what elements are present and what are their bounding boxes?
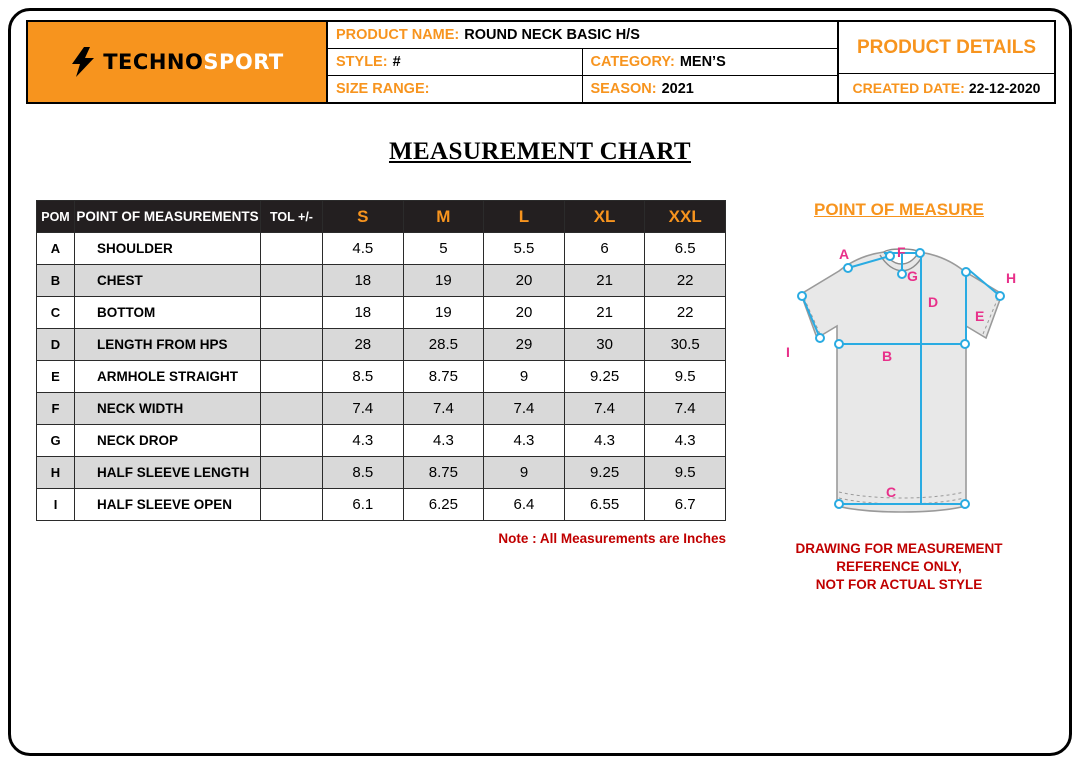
- col-header-size-l: L: [484, 201, 565, 233]
- header-row-product: [328, 22, 837, 49]
- page-title: MEASUREMENT CHART: [388, 138, 691, 165]
- row-value-l: 9: [484, 457, 565, 489]
- measurement-note: Note : All Measurements are Inches: [498, 531, 726, 546]
- row-value-xxl: 22: [645, 265, 726, 297]
- marker-f: F: [897, 244, 906, 260]
- row-code: I: [37, 489, 75, 521]
- row-value-xxl: 9.5: [645, 361, 726, 393]
- created-date-value: 22-12-2020: [968, 80, 1041, 96]
- row-code: C: [37, 297, 75, 329]
- row-value-xl: 6.55: [564, 489, 645, 521]
- row-value-s: 18: [323, 265, 404, 297]
- size-range-field: [328, 76, 583, 102]
- size-range-label: SIZE RANGE:: [336, 81, 430, 97]
- category-field: [583, 49, 838, 75]
- table-row: [37, 361, 726, 393]
- row-code: G: [37, 425, 75, 457]
- marker-h: H: [1006, 270, 1017, 286]
- row-tolerance: [261, 489, 323, 521]
- row-value-s: 4.5: [323, 233, 404, 265]
- row-value-xl: 4.3: [564, 425, 645, 457]
- header-info-cell: [328, 22, 839, 102]
- row-tolerance: [261, 233, 323, 265]
- row-code: F: [37, 393, 75, 425]
- row-value-xxl: 9.5: [645, 457, 726, 489]
- row-tolerance: [261, 297, 323, 329]
- row-tolerance: [261, 361, 323, 393]
- marker-i: I: [786, 344, 790, 360]
- row-name: HALF SLEEVE OPEN: [75, 489, 261, 521]
- body-area: [26, 200, 1054, 595]
- row-value-s: 7.4: [323, 393, 404, 425]
- row-value-xl: 6: [564, 233, 645, 265]
- style-value: #: [392, 54, 401, 70]
- marker-g: G: [907, 268, 918, 284]
- product-details-title: PRODUCT DETAILS: [856, 36, 1037, 58]
- table-row: [37, 233, 726, 265]
- row-value-xl: 7.4: [564, 393, 645, 425]
- marker-c: C: [886, 484, 897, 500]
- marker-d: D: [928, 294, 939, 310]
- row-value-m: 7.4: [403, 393, 484, 425]
- style-field: [328, 49, 583, 75]
- row-value-l: 20: [484, 265, 565, 297]
- marker-e: E: [975, 308, 985, 324]
- col-header-size-xl: XL: [564, 201, 645, 233]
- product-name-label: PRODUCT NAME:: [336, 27, 460, 43]
- row-code: E: [37, 361, 75, 393]
- brand-logo: [70, 47, 284, 77]
- table-row: [37, 457, 726, 489]
- header-row-style-category: [328, 49, 837, 76]
- row-value-m: 6.25: [403, 489, 484, 521]
- row-tolerance: [261, 425, 323, 457]
- drawing-disclaimer-line3: NOT FOR ACTUAL STYLE: [815, 577, 983, 593]
- row-name: ARMHOLE STRAIGHT: [75, 361, 261, 393]
- row-value-l: 9: [484, 361, 565, 393]
- product-name-value: ROUND NECK BASIC H/S: [464, 27, 640, 43]
- brand-logo-cell: [28, 22, 328, 102]
- marker-b: B: [882, 348, 893, 364]
- row-tolerance: [261, 265, 323, 297]
- measurement-table-body: [37, 233, 726, 521]
- row-value-m: 8.75: [403, 361, 484, 393]
- row-name: NECK WIDTH: [75, 393, 261, 425]
- col-header-size-xxl: XXL: [645, 201, 726, 233]
- row-code: A: [37, 233, 75, 265]
- row-code: B: [37, 265, 75, 297]
- row-value-xl: 21: [564, 297, 645, 329]
- brand-wordmark: [103, 50, 284, 74]
- lightning-bolt-icon: [70, 47, 96, 77]
- row-value-xxl: 6.5: [645, 233, 726, 265]
- created-date-field: [839, 74, 1054, 102]
- product-details-cell: [839, 22, 1054, 102]
- row-name: SHOULDER: [75, 233, 261, 265]
- col-header-size-s: S: [323, 201, 404, 233]
- created-date-label: CREATED DATE:: [852, 80, 965, 96]
- style-label: STYLE:: [336, 54, 388, 70]
- row-value-xl: 30: [564, 329, 645, 361]
- row-name: NECK DROP: [75, 425, 261, 457]
- table-row: [37, 425, 726, 457]
- row-value-l: 6.4: [484, 489, 565, 521]
- table-row: [37, 489, 726, 521]
- row-value-xxl: 30.5: [645, 329, 726, 361]
- row-code: D: [37, 329, 75, 361]
- measurement-table: [36, 200, 726, 521]
- table-row: [37, 297, 726, 329]
- col-header-tolerance: TOL +/-: [261, 201, 323, 233]
- measurement-table-head: [37, 201, 726, 233]
- season-label: SEASON:: [590, 81, 657, 97]
- season-field: [583, 76, 838, 102]
- row-name: LENGTH FROM HPS: [75, 329, 261, 361]
- row-tolerance: [261, 457, 323, 489]
- row-value-s: 6.1: [323, 489, 404, 521]
- row-value-xl: 9.25: [564, 361, 645, 393]
- row-value-m: 28.5: [403, 329, 484, 361]
- measurement-table-column: [36, 200, 736, 595]
- table-row: [37, 265, 726, 297]
- row-value-l: 7.4: [484, 393, 565, 425]
- table-row: [37, 329, 726, 361]
- row-tolerance: [261, 393, 323, 425]
- row-value-m: 19: [403, 297, 484, 329]
- table-row: [37, 393, 726, 425]
- col-header-point-of-measurements: POINT OF MEASUREMENTS: [75, 201, 261, 233]
- product-name-field: [328, 22, 837, 48]
- row-value-l: 20: [484, 297, 565, 329]
- row-value-xl: 21: [564, 265, 645, 297]
- category-label: CATEGORY:: [590, 54, 675, 70]
- header-row-size-season: [328, 76, 837, 102]
- row-value-l: 4.3: [484, 425, 565, 457]
- season-value: 2021: [661, 81, 694, 97]
- row-value-xl: 9.25: [564, 457, 645, 489]
- col-header-pom: POM: [37, 201, 75, 233]
- row-value-m: 4.3: [403, 425, 484, 457]
- row-tolerance: [261, 329, 323, 361]
- row-value-xxl: 7.4: [645, 393, 726, 425]
- drawing-disclaimer: [744, 540, 1054, 595]
- drawing-disclaimer-line2: REFERENCE ONLY,: [836, 559, 962, 575]
- row-name: CHEST: [75, 265, 261, 297]
- row-value-xxl: 6.7: [645, 489, 726, 521]
- row-value-xxl: 22: [645, 297, 726, 329]
- drawing-disclaimer-line1: DRAWING FOR MEASUREMENT: [795, 541, 1003, 556]
- point-of-measure-column: [744, 200, 1054, 595]
- row-value-m: 8.75: [403, 457, 484, 489]
- page-content: [8, 8, 1072, 756]
- brand-name-part2: SPORT: [203, 50, 284, 74]
- row-code: H: [37, 457, 75, 489]
- row-value-m: 5: [403, 233, 484, 265]
- product-details-title-wrap: [839, 22, 1054, 74]
- row-value-s: 28: [323, 329, 404, 361]
- row-value-s: 8.5: [323, 361, 404, 393]
- row-name: HALF SLEEVE LENGTH: [75, 457, 261, 489]
- row-value-s: 18: [323, 297, 404, 329]
- row-value-l: 5.5: [484, 233, 565, 265]
- tshirt-diagram: [744, 226, 1054, 526]
- brand-name-part1: TECHNO: [103, 50, 204, 74]
- point-of-measure-title: POINT OF MEASURE: [813, 200, 984, 219]
- row-value-s: 4.3: [323, 425, 404, 457]
- row-value-s: 8.5: [323, 457, 404, 489]
- row-value-m: 19: [403, 265, 484, 297]
- header-block: [26, 20, 1056, 104]
- row-value-l: 29: [484, 329, 565, 361]
- category-value: MEN’S: [679, 54, 726, 70]
- row-value-xxl: 4.3: [645, 425, 726, 457]
- marker-a: A: [839, 246, 850, 262]
- row-name: BOTTOM: [75, 297, 261, 329]
- table-header-row: [37, 201, 726, 233]
- col-header-size-m: M: [403, 201, 484, 233]
